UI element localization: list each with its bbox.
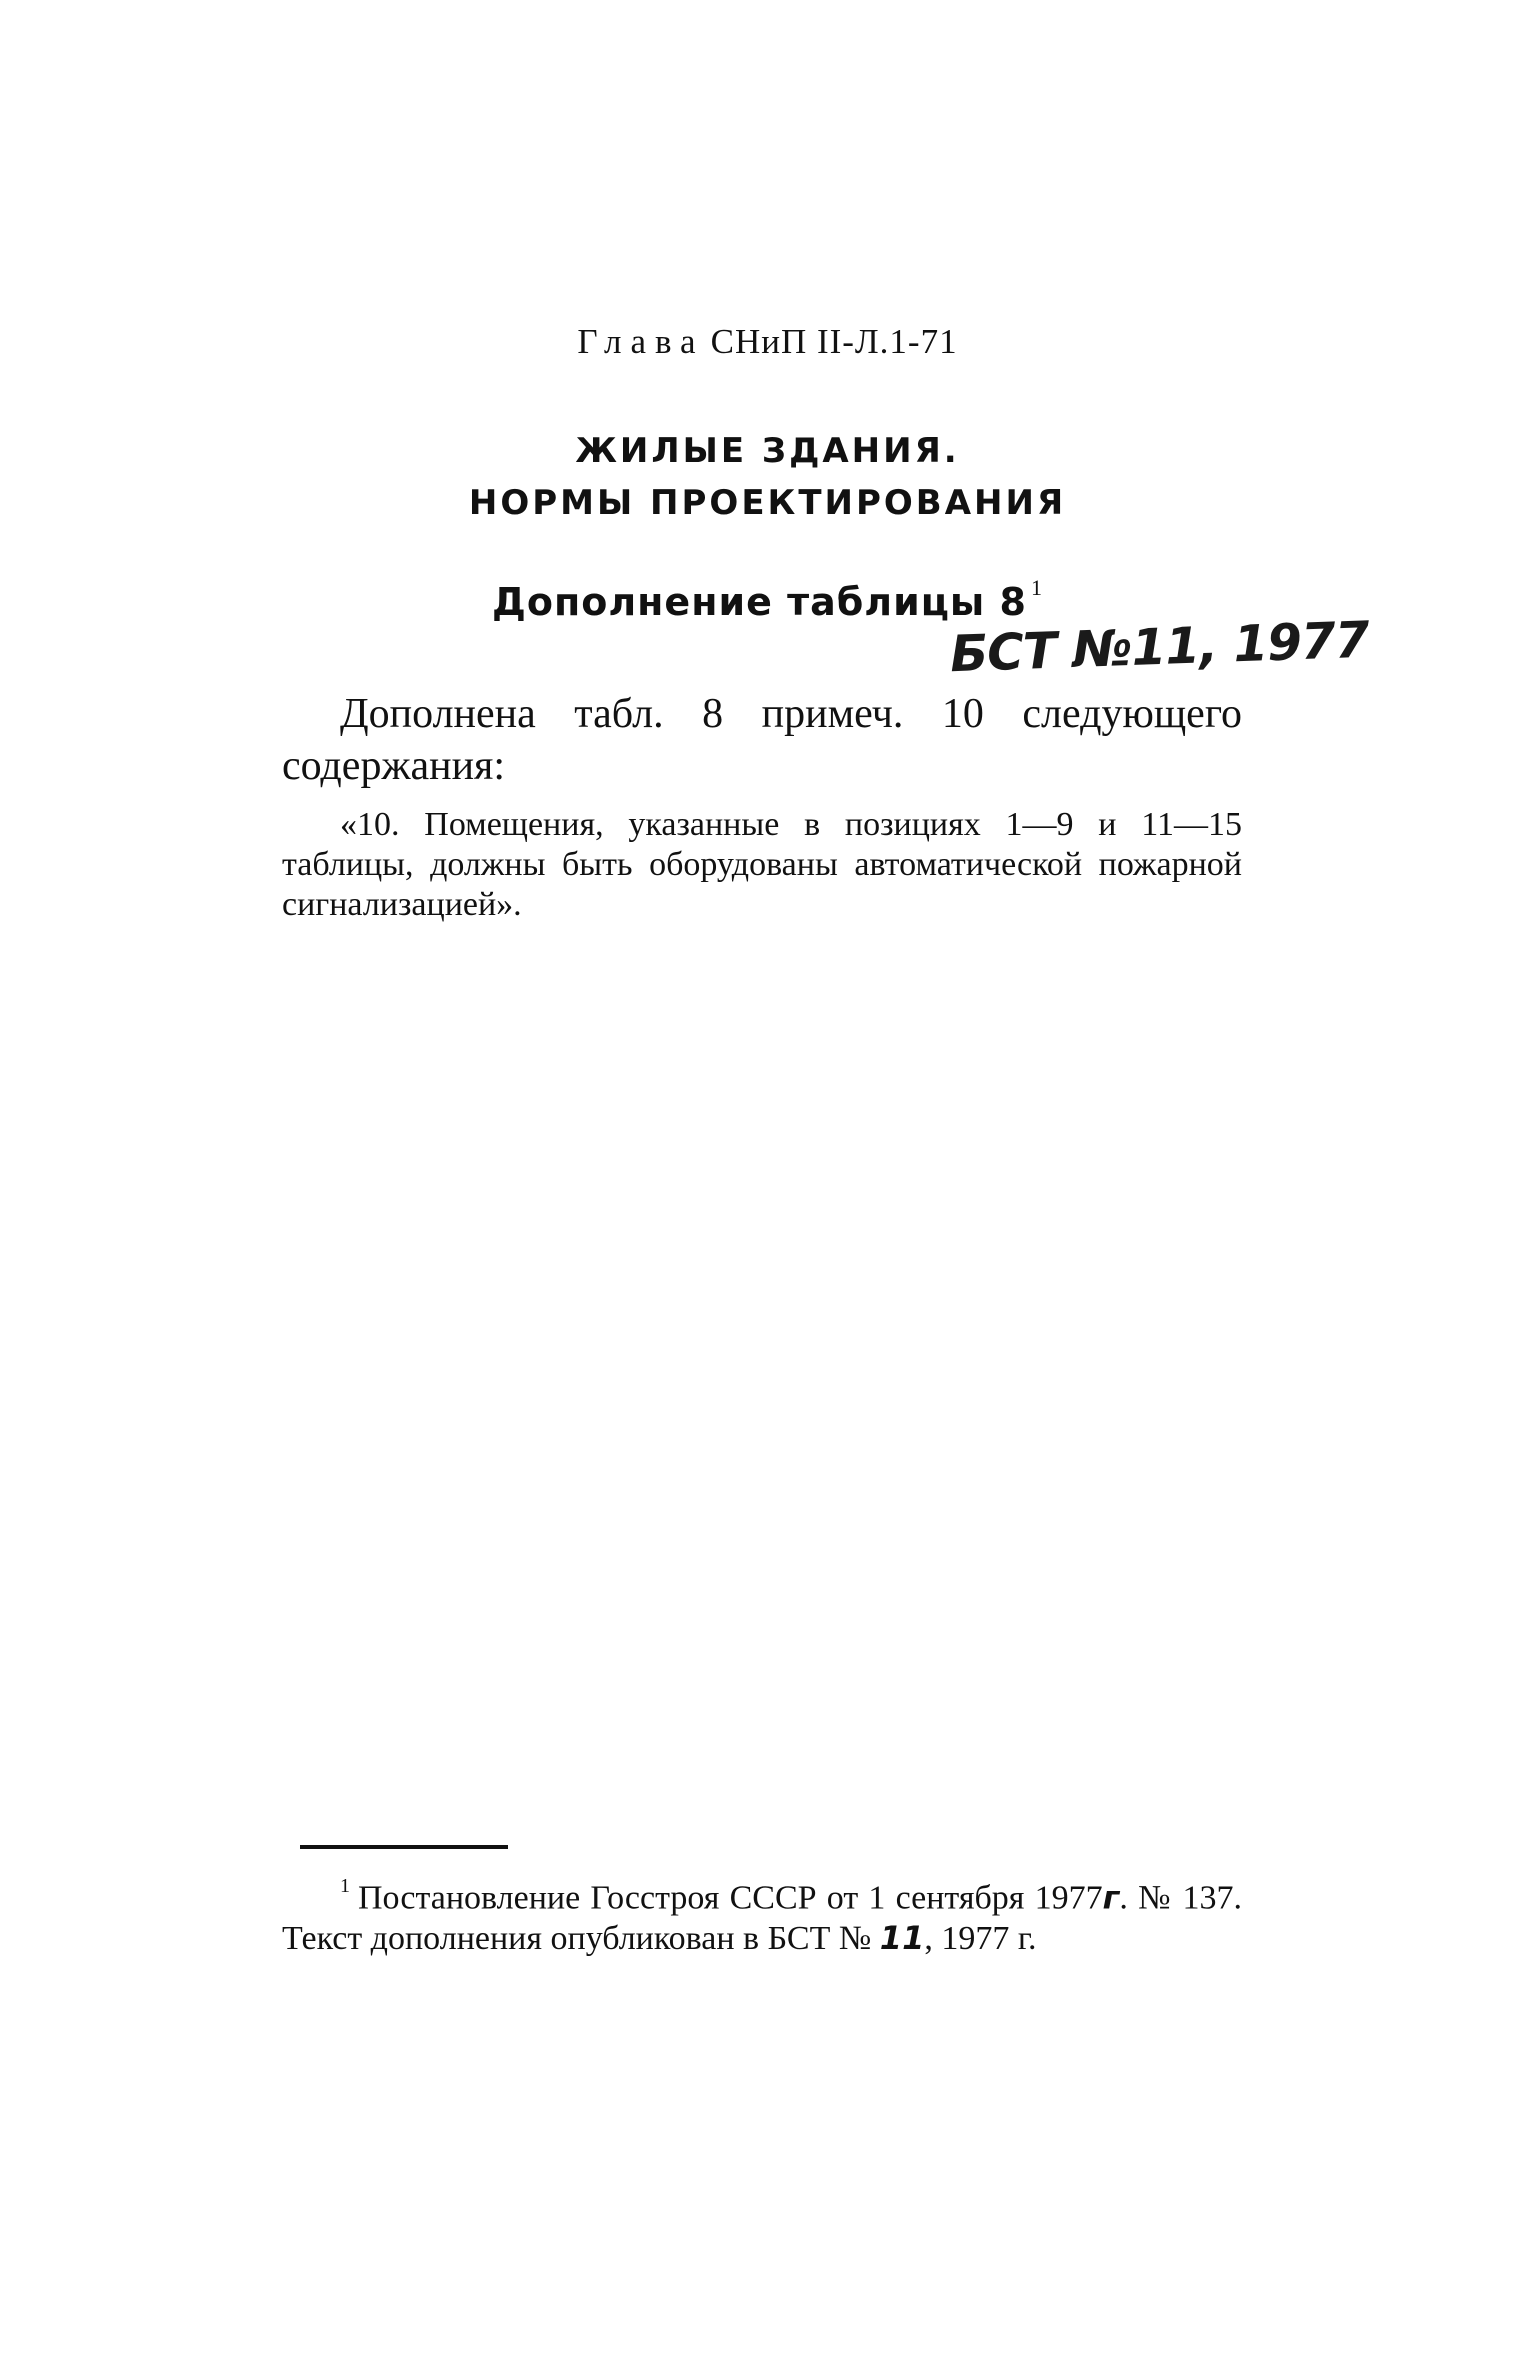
footnote-indent [282,1875,358,1916]
footnote-handwritten-mark-1: г [1102,1878,1120,1917]
title-line-2: НОРМЫ ПРОЕКТИРОВАНИЯ [468,483,1067,523]
chapter-prefix: Глава [577,322,705,361]
footnote-handwritten-mark-2: 11 [879,1919,925,1958]
title-line-1: ЖИЛЫЕ ЗДАНИЯ. [575,431,960,471]
subtitle-text: Дополнение таблицы 8 [492,580,1027,624]
footnote-marker: 1 [340,1875,350,1897]
paragraph-1-text: Дополнена табл. 8 примеч. 10 следующего содержания: [282,691,1242,789]
document-title [0,425,1535,529]
footnote-text-3: , 1977 г. [924,1920,1037,1958]
footnote-divider [300,1845,508,1849]
body-paragraph-1 [282,688,1242,792]
paragraph-2-text: «10. Помещения, указанные в позициях 1—9 и 11—15 таблицы, должны быть оборудованы автоматической пожарной сигнализацией». [282,806,1242,923]
chapter-code: СНиП II-Л.1-71 [710,322,958,361]
handwritten-annotation: БСТ №11, 1977 [949,610,1370,684]
subtitle-footnote-ref: 1 [1030,575,1043,601]
chapter-heading [0,322,1535,362]
footnote-text-2: . № 137. Текст дополнения опубликован в БСТ № [282,1879,1242,1958]
footnote-text-1: Постановление Госстроя СССР от 1 сентября 1977 [358,1879,1103,1917]
body-paragraph-2 [282,805,1242,925]
footnote [282,1870,1242,1959]
